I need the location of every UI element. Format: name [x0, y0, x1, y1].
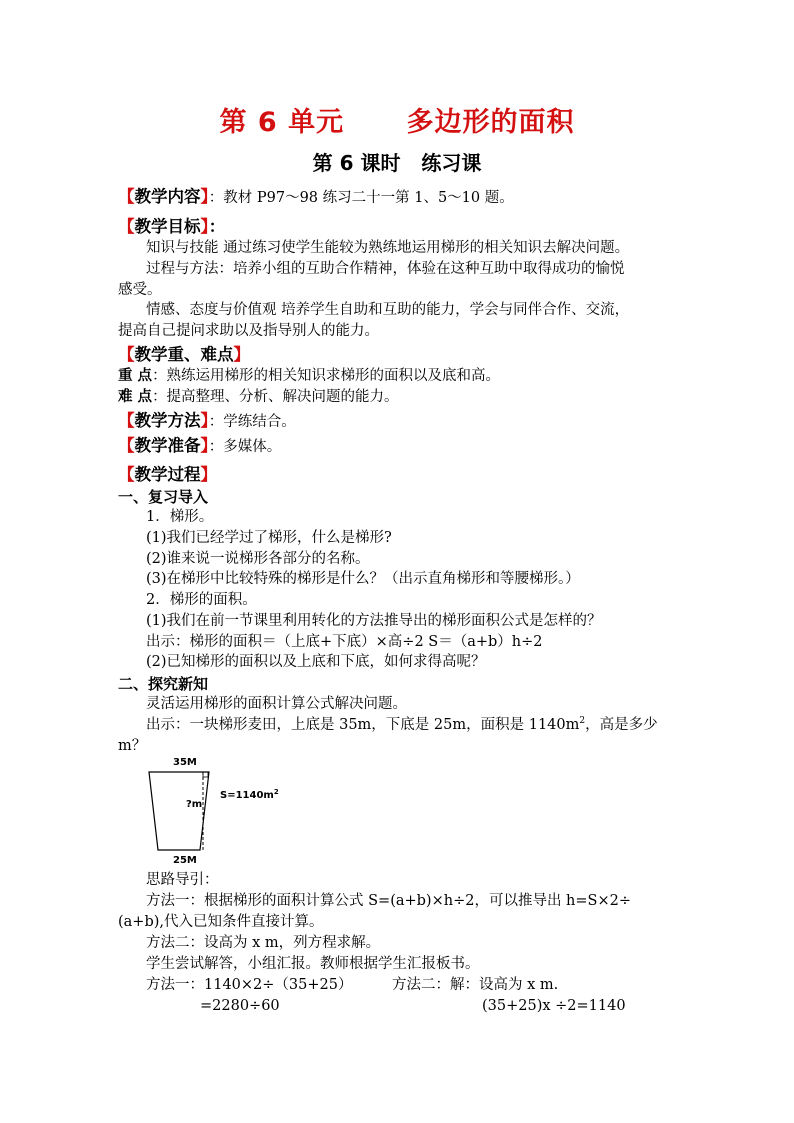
- right-angle-mark: [203, 772, 208, 777]
- lesson-title: 第 6 课时 练习课: [312, 151, 482, 175]
- review-line: (2)谁来说一说梯形各部分的名称。: [146, 551, 370, 567]
- goal-item: 情感、态度与价值观 培养学生自助和互助的能力，学会与同伴合作、交流，: [146, 302, 630, 318]
- content-text: ：教材 P97～98 练习二十一第 1、5～10 题。: [208, 190, 514, 206]
- keypoints-heading: 【教学重、难点】: [118, 345, 250, 364]
- goal-item: 过程与方法：培养小组的互助合作精神，体验在这种互助中取得成功的愉悦: [146, 261, 625, 277]
- goal-item: 提高自己提问求助以及指导别人的能力。: [118, 323, 379, 339]
- explore-line: 灵活运用梯形的面积计算公式解决问题。: [146, 696, 407, 712]
- guide-line: 方法二：设高为 x m，列方程求解。: [146, 935, 381, 951]
- guide-line: 思路导引：: [146, 872, 219, 888]
- goal-item: 感受。: [118, 282, 162, 298]
- section-title: 一、复习导入: [118, 488, 209, 506]
- guide-line: (a+b),代入已知条件直接计算。: [118, 914, 324, 930]
- area-label: $S=1140m^2$: [220, 788, 279, 801]
- guide-line: 方法一：根据梯形的面积计算公式 S=(a+b)×h÷2，可以推导出 h=S×2÷: [146, 893, 631, 909]
- top-base-label: 35M: [173, 757, 197, 768]
- guide-line: 学生尝试解答，小组汇报。教师根据学生汇报板书。: [146, 956, 480, 972]
- problem-line: 出示：一块梯形麦田，上底是 35m，下底是 25m，面积是 $1140m^2$，高是多少: [146, 716, 658, 733]
- review-line: 1．梯形。: [146, 509, 214, 525]
- review-line: (1)我们已经学过了梯形，什么是梯形?: [146, 530, 392, 546]
- method2-line1: 方法二：解：设高为 x m.: [392, 977, 559, 993]
- method-text: ：学练结合。: [208, 414, 296, 430]
- difficulty-text: ：提高整理、分析、解决问题的能力。: [152, 389, 399, 405]
- review-line: (1)我们在前一节课里利用转化的方法推导出的梯形面积公式是怎样的？: [146, 613, 602, 629]
- method-heading: 【教学方法】: [118, 411, 209, 430]
- keypoints-heading-line: [118, 344, 250, 367]
- trapezoid-figure: [140, 752, 300, 868]
- section-title: 二、探究新知: [118, 675, 209, 693]
- review-line: (3)在梯形中比较特殊的梯形是什么？（出示直角梯形和等腰梯形。）: [146, 571, 580, 587]
- method1-line1: 方法一：1140×2÷（35+25）: [146, 977, 353, 993]
- method1-line2: =2280÷60: [200, 998, 280, 1014]
- goal-item: 知识与技能 通过练习使学生能较为熟练地运用梯形的相关知识去解决问题。: [146, 240, 630, 256]
- goals-heading: 【教学目标】：: [118, 217, 226, 236]
- review-line: 出示：梯形的面积＝（上底+下底）×高÷2 S＝（a+b）h÷2: [146, 634, 543, 650]
- goals-heading-line: [118, 216, 225, 239]
- trapezoid-shape: [149, 772, 209, 850]
- review-line: 2．梯形的面积。: [146, 592, 257, 608]
- difficulty-line: [118, 387, 399, 408]
- key-point-label: 重 点: [118, 368, 153, 384]
- content-line: [118, 186, 514, 209]
- key-point-text: ：熟练运用梯形的相关知识求梯形的面积以及底和高。: [152, 368, 501, 384]
- unit-title: 第 6 单元 多边形的面积: [219, 107, 575, 138]
- prep-heading: 【教学准备】: [118, 436, 209, 455]
- process-heading-line: [118, 464, 217, 487]
- bottom-base-label: 25M: [173, 855, 197, 866]
- prep-line: [118, 435, 281, 458]
- prep-text: ：多媒体。: [208, 439, 282, 455]
- method2-line2: (35+25)x ÷2=1140: [482, 998, 626, 1014]
- method-line: [118, 410, 296, 433]
- key-point-line: [118, 366, 500, 387]
- process-heading: 【教学过程】: [118, 465, 217, 484]
- difficulty-label: 难 点: [118, 389, 153, 405]
- height-label: ?m: [186, 799, 203, 810]
- problem-line-end: m？: [118, 738, 147, 754]
- review-line: (2)已知梯形的面积以及上底和下底，如何求得高呢？: [146, 654, 486, 670]
- content-heading: 【教学内容】: [118, 187, 209, 206]
